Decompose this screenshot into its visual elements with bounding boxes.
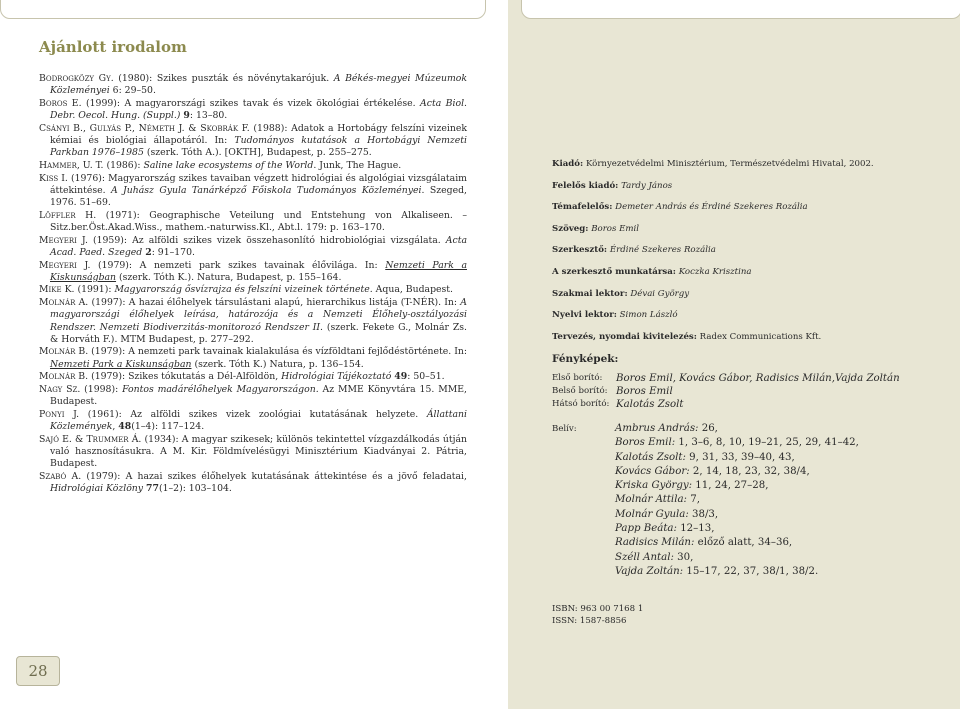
reference-segment: Megyeri J. [39, 234, 88, 246]
reference-segment: Nemzeti Park a Kiskunságban [50, 259, 467, 283]
reference-item [39, 384, 467, 408]
reference-segment: Molnár B. [39, 371, 89, 383]
section-title: Ajánlott irodalom [39, 38, 187, 56]
reference-segment: Molnár A. [39, 297, 89, 309]
reference-segment: (1979): A nemzeti park szikes tavainak élővilága. In: [90, 259, 386, 271]
interior-photo-credit [615, 436, 859, 450]
reference-segment: Fontos madárélőhelyek Magyarországon [122, 384, 316, 396]
photographer-name: Kalotás Zsolt: [615, 451, 686, 463]
reference-segment: Nagy Sz. [39, 384, 81, 396]
reference-segment: (1979): Szikes tókutatás a Dél-Alföldön, [88, 371, 282, 383]
photo-pages: 9, 31, 33, 39–40, 43, [685, 451, 795, 463]
imprint-design-printing: Tervezés, nyomdai kivitelezés: Radex Communications Kft. [552, 331, 822, 342]
reference-item [39, 371, 467, 383]
imprint-technical-reviewer: Szakmai lektor: Dévai György [552, 288, 690, 299]
interior-photo-credit [615, 465, 859, 479]
reference-item [39, 409, 467, 433]
interior-photo-credit [615, 508, 859, 522]
reference-segment: (1961): Az alföldi szikes vizek zoológiai kutatásának helyzete. [79, 408, 427, 420]
reference-segment: : 50–51. [407, 371, 445, 383]
header-frame [0, 0, 486, 19]
reference-item [39, 434, 467, 471]
reference-segment: Bodrogközy Gy. [39, 73, 114, 84]
reference-item [39, 260, 467, 284]
interior-photo-credit [615, 479, 859, 493]
reference-segment: . Aqua, Budapest. [369, 284, 453, 296]
photo-pages: 30, [673, 551, 694, 563]
reference-segment: (1979): A nemzeti park tavainak kialakulása és vízföldtani fejlődéstörténete. In: [88, 346, 467, 358]
reference-segment: Acta Biol. Debr. Oecol. Hung. (Suppl.) [50, 97, 467, 122]
reference-segment: A Juhász Gyula Tanárképző Főiskola Tudományos Közleményei [110, 184, 422, 196]
reference-segment: (szerk. Tóth K.). Natura, Budapest, p. 155–164. [116, 271, 342, 283]
reference-segment: 9 [183, 110, 190, 122]
reference-segment: (1979): A hazai szikes élőhelyek kutatásának áttekintése és a jövő feladatai, [81, 471, 467, 482]
imprint-editor: Szerkesztő: Érdiné Szekeres Rozália [552, 245, 716, 256]
reference-item [39, 160, 467, 172]
reference-segment: Kiss I. [39, 172, 68, 184]
photo-pages: 2, 14, 18, 23, 32, 38/4, [689, 465, 810, 477]
reference-segment: Megyeri J. [39, 259, 91, 271]
imprint-publisher: Kiadó: Környezetvédelmi Minisztérium, Természetvédelmi Hivatal, 2002. [552, 159, 874, 169]
reference-segment: (1986): [103, 159, 144, 171]
reference-segment: : 13–80. [189, 110, 228, 122]
reference-segment: Boros E. [39, 97, 82, 109]
reference-item [39, 235, 467, 259]
reference-segment: , [112, 421, 119, 433]
reference-segment: (szerk. Tóth A.). [OKTH], Budapest, p. 255–275. [143, 147, 372, 159]
reference-segment: 6: 29–50. [109, 85, 156, 97]
isbn-block [552, 603, 643, 628]
reference-segment: (1997): A hazai élőhelyek társulástani alapú, hierarchikus listája (T-NÉR). In: [88, 297, 461, 309]
reference-segment: Mike K. [39, 284, 75, 296]
reference-segment: A magyarországi élőhelyek leírása, határozója és a Nemzeti Élőhely-osztályozási Rendszer. Nemzeti Biodiverzitás-monitorozó Rendszer II. [50, 297, 468, 333]
reference-segment: Saline lake ecosystems of the World [143, 159, 314, 171]
reference-segment: : 91–170. [151, 246, 195, 258]
reference-segment: Hidrológiai Tájékoztató [281, 371, 392, 383]
reference-segment: (1998): [80, 384, 123, 396]
interior-photo-credit [615, 522, 859, 536]
reference-item [39, 210, 467, 234]
photographer-name: Vajda Zoltán: [615, 565, 684, 577]
reference-segment: . Szeged, 1976. 51–69. [50, 184, 467, 209]
photo-row-back-cover: Hátsó borító: Kalotás Zsolt [552, 399, 684, 410]
reference-segment: . Junk, The Hague. [313, 159, 402, 171]
reference-segment: 48 [118, 421, 132, 433]
reference-segment: (1959): Az alföldi szikes vizek összehasonlító hidrobiológiai vizsgálata. [87, 234, 446, 246]
reference-segment: (szerk. Tóth K.) Natura, p. 136–154. [191, 358, 364, 370]
photo-pages: 12–13, [676, 523, 715, 535]
reference-segment: (1934): A magyar szikesek; különös tekintettel vízgazdálkodás útján való hasznosításukra. A M. Kir. Földmívelésügyi Minisztérium Kiadványai 2. Pátria, Budapest. [50, 433, 467, 470]
reference-segment: 2 [145, 246, 152, 258]
photo-pages: 1, 3–6, 8, 10, 19–21, 25, 29, 41–42, [675, 437, 859, 449]
imprint-block [552, 158, 932, 352]
imprint-text-author: Szöveg: Boros Emil [552, 223, 640, 234]
photo-pages: 7, [686, 494, 700, 506]
photographer-name: Radisics Milán: [615, 537, 695, 549]
reference-segment: Hidrológiai Közlöny [50, 483, 144, 495]
interior-photo-credit [615, 551, 859, 565]
reference-item [39, 471, 467, 495]
reference-segment: Szabó A. [39, 471, 82, 482]
interior-photo-credit [615, 565, 859, 579]
imprint-assistant-editor: A szerkesztő munkatársa: Koczka Krisztina [552, 266, 752, 277]
reference-list [39, 73, 467, 496]
interior-photo-credit [615, 493, 859, 507]
imprint-responsible-publisher: Felelős kiadó: Tardy János [552, 180, 673, 191]
photographer-name: Kriska György: [615, 480, 693, 492]
photo-pages: 11, 24, 27–28, [692, 480, 769, 492]
photo-pages: 26, [698, 423, 718, 434]
reference-segment: A Békés-megyei Múzeumok Közleményei [50, 73, 467, 97]
reference-segment: (1988): Adatok a Hortobágy felszíni vizeinek kémiai és biológiai állapotáról. In: [50, 122, 467, 147]
reference-item [39, 123, 467, 160]
reference-item [39, 297, 467, 346]
reference-item [39, 346, 467, 370]
photo-row-inner-cover: Belső borító: Boros Emil [552, 386, 673, 397]
reference-segment: Ponyi J. [39, 408, 80, 420]
reference-segment: 77 [146, 483, 159, 495]
reference-segment: Nemzeti Park a Kiskunságban [50, 358, 192, 370]
reference-segment: Acta Acad. Paed. Szeged [50, 234, 467, 258]
reference-item [39, 173, 467, 210]
photo-pages: 38/3, [688, 508, 719, 520]
photo-row-front-cover: Első borító: Boros Emil, Kovács Gábor, Radisics Milán,Vajda Zoltán [552, 373, 900, 384]
reference-segment: Löffler H. [39, 209, 97, 221]
reference-segment: Csányi B., Gulyás P., Németh J. & Skobrák F. [39, 122, 250, 134]
photographer-name: Molnár Gyula: [615, 508, 689, 520]
interior-photo-credit [615, 536, 859, 550]
imprint-topic-managers: Témafelelős: Demeter András és Érdiné Szekeres Rozália [552, 202, 808, 213]
reference-segment: Állattani Közlemények [50, 408, 467, 433]
reference-item [39, 284, 467, 296]
reference-segment: (1991): [74, 284, 115, 296]
photo-pages: előző alatt, 34–36, [694, 537, 793, 549]
photographer-name: Kovács Gábor: [615, 465, 690, 477]
reference-segment: Molnár B. [39, 346, 89, 358]
photographer-name: Molnár Attila: [615, 494, 687, 506]
header-frame-right [521, 0, 960, 19]
reference-segment: . Az MME Könyvtára 15. MME, Budapest. [50, 384, 467, 408]
reference-segment: (1–4): 117–124. [131, 421, 205, 433]
reference-segment: (1980): Szikes puszták és növénytakarójuk. [113, 73, 334, 84]
photographer-name: Ambrus András: [615, 423, 699, 434]
reference-segment: Sajó E. & Trummer Á. [39, 433, 142, 445]
interior-photos-list [615, 422, 859, 579]
isbn: ISBN: 963 00 7168 1 [552, 604, 644, 614]
photos-title: Fényképek: [552, 353, 619, 365]
reference-segment: Magyarország ősvízrajza és felszíni vizeinek története [114, 284, 370, 296]
reference-segment: Tudományos kutatások a Hortobágyi Nemzeti Parkban 1976–1985 [50, 135, 467, 159]
reference-segment: Hammer, U. T. [39, 159, 104, 171]
reference-segment: (1–2): 103–104. [158, 483, 232, 495]
photographer-name: Széll Antal: [615, 551, 674, 563]
interior-photo-credit [615, 451, 859, 465]
reference-segment: (1999): A magyarországi szikes tavak és vizek ökológiai értékelése. [81, 97, 421, 109]
interior-photo-credit [615, 422, 859, 436]
photo-pages: 15–17, 22, 37, 38/1, 38/2. [683, 565, 819, 577]
page-number: 28 [16, 656, 60, 686]
reference-item [39, 98, 467, 122]
reference-segment: (szerk. Fekete G., Molnár Zs. & Horváth F.). MTM Budapest, p. 277–292. [50, 321, 468, 345]
reference-segment: (1976): Magyarország szikes tavaiban végzett hidrológiai és algológiai vizsgálataim áttekintése. [50, 172, 468, 196]
photographer-name: Papp Beáta: [615, 523, 677, 535]
photographer-name: Boros Emil: [615, 437, 676, 449]
imprint-language-reviewer: Nyelvi lektor: Simon László [552, 310, 678, 321]
reference-segment: 49 [394, 371, 408, 383]
reference-item [39, 73, 467, 97]
reference-segment: (1971): Geographische Veteilung und Entstehung von Alkaliseen. – Sitz.ber.Öst.Akad.Wiss., mathem.-naturwiss.Kl., Abt.l. 179: p. 163–170. [50, 209, 467, 233]
interior-photos-label: Belív: [552, 424, 577, 434]
issn: ISSN: 1587-8856 [552, 616, 627, 627]
